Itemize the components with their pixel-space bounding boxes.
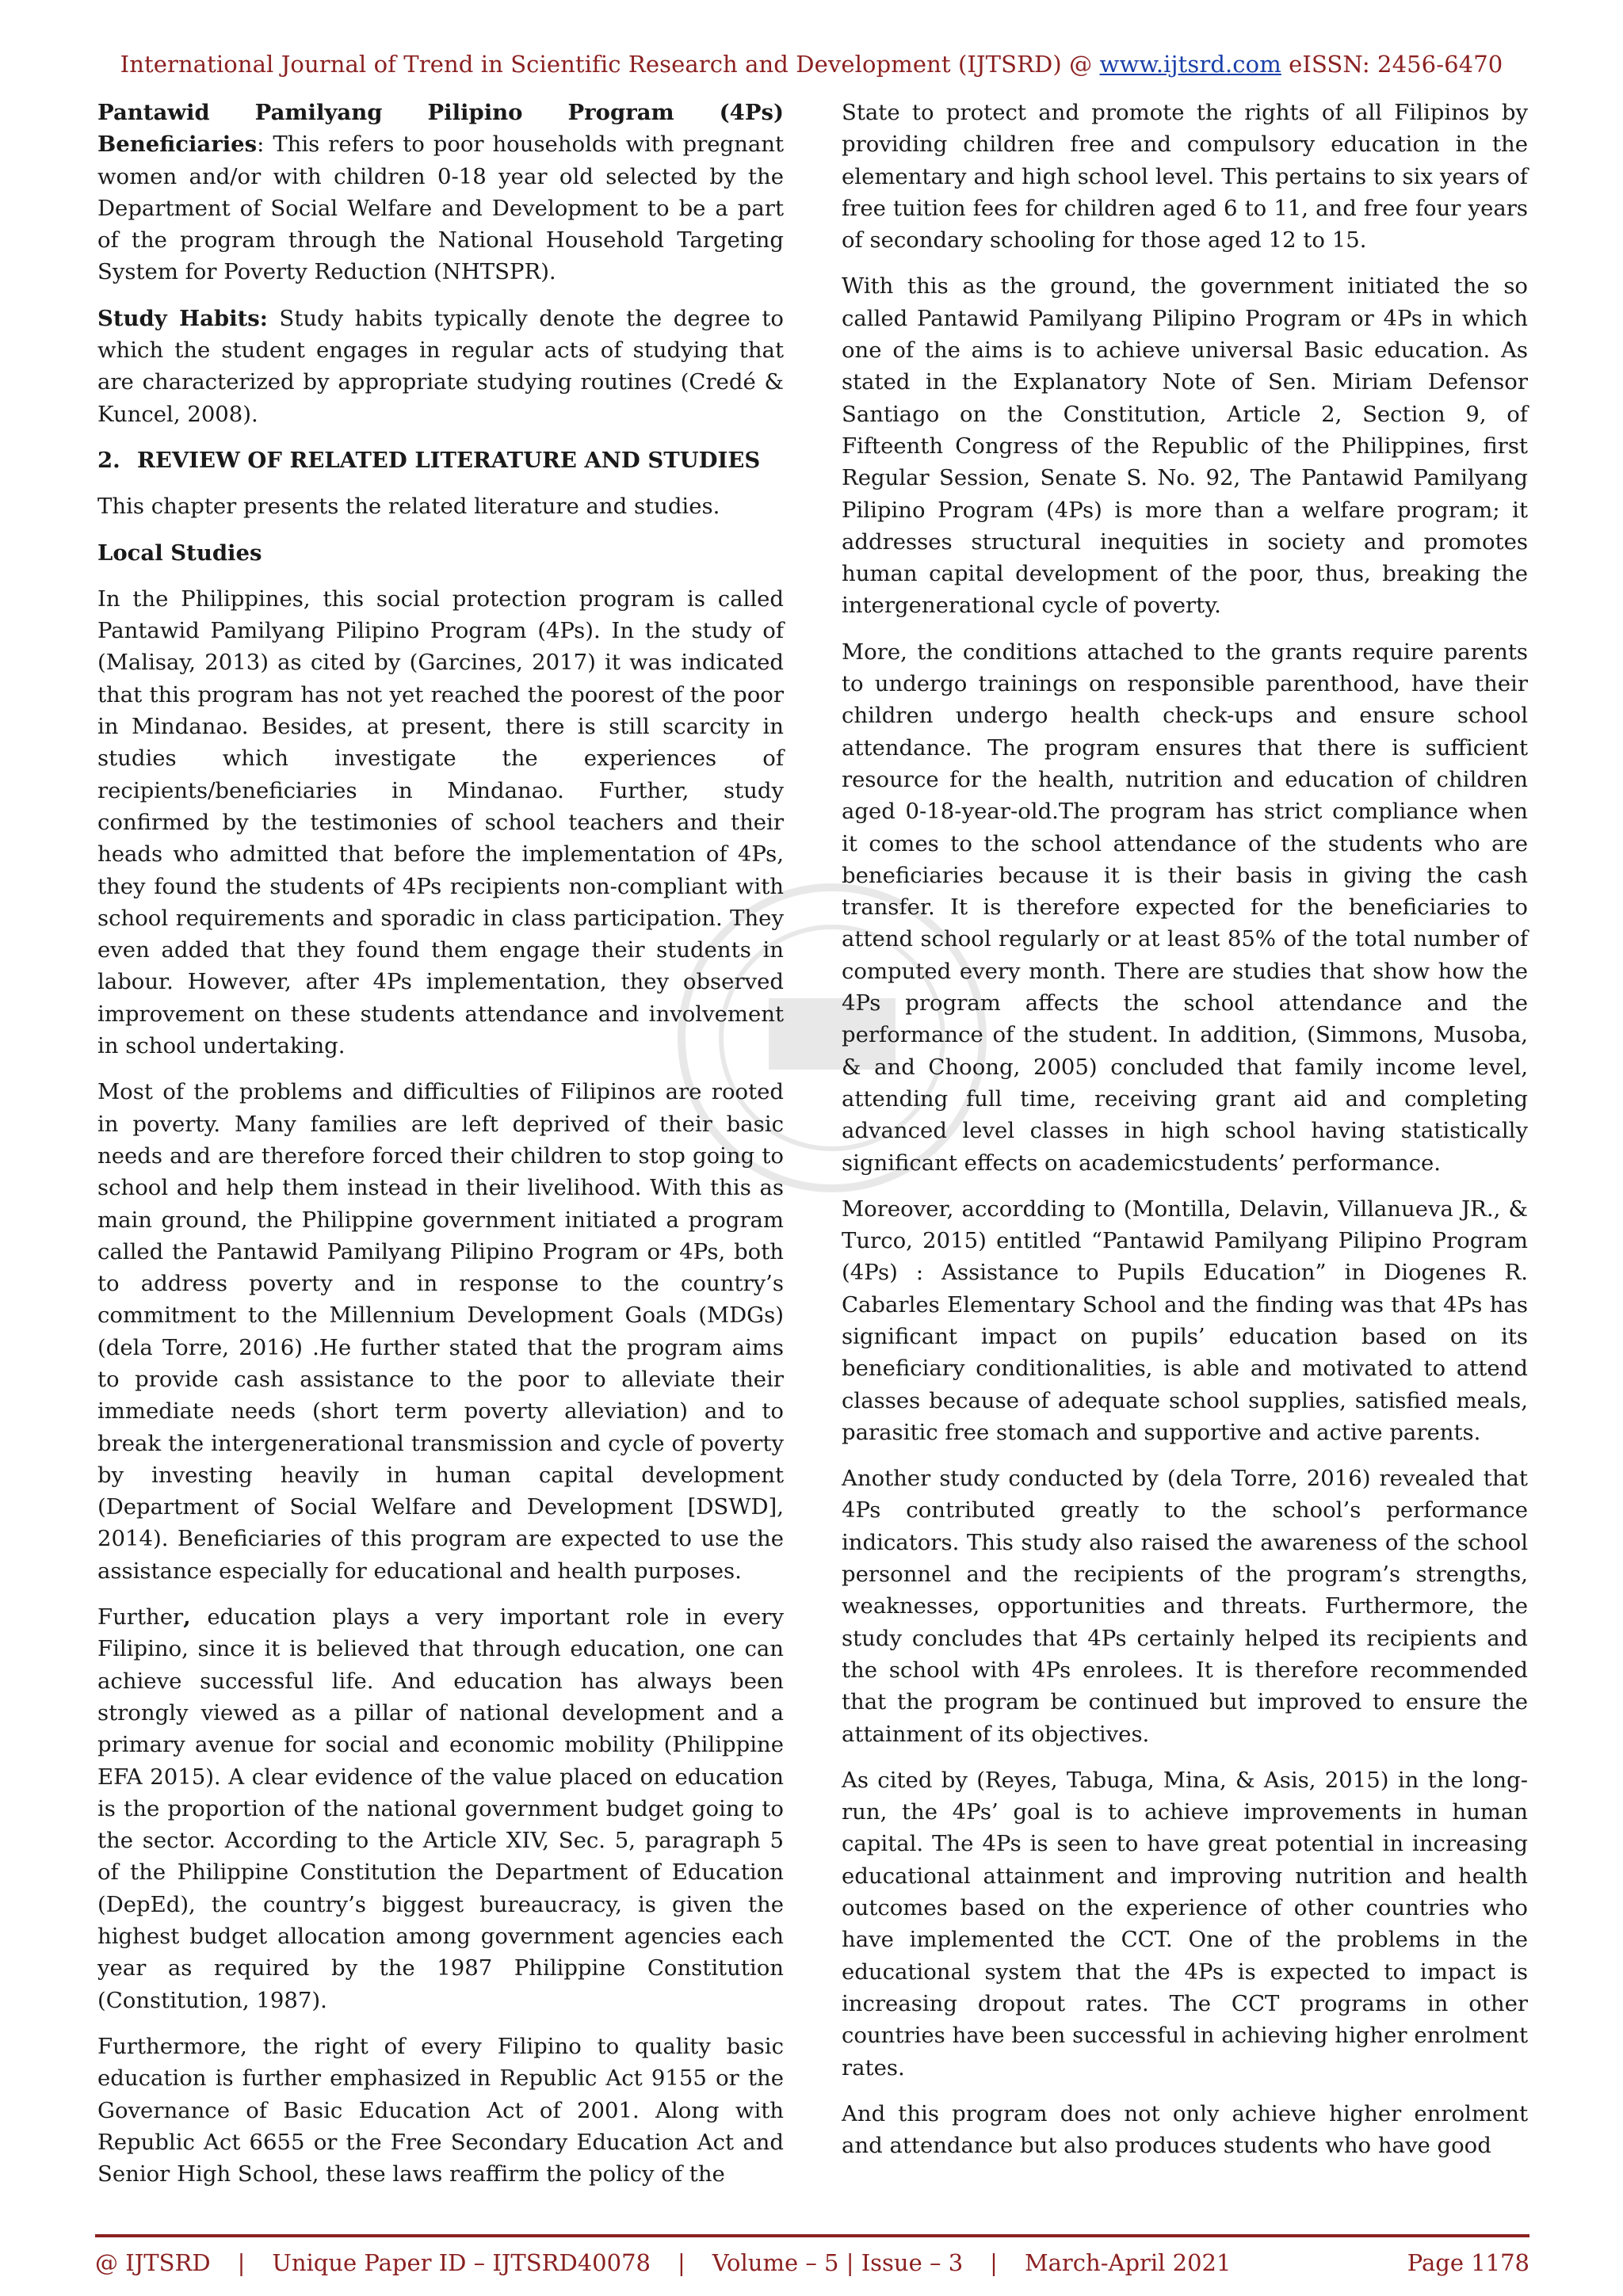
footer-brand: @ IJTSRD [95, 2249, 211, 2276]
paragraph-lead: Further [97, 1604, 184, 1630]
paragraph-text: education plays a very important role in every Filipino, since it is believed that through education, one can achieve successful life. And education has always been strongly viewed as a pillar of national development and a primary avenue for social and economic mobility (Philippine EFA 2015). A clear evidence of the value placed on education is the proportion of the national government budget going to the sector. According to the Article XIV, Sec. 5, paragraph 5 of the Philippine Constitution the Department of Education (DepEd), the country’s biggest bureaucracy, is given the highest budget allocation among government agencies each year as required by the 1987 Philippine Constitution (Constitution, 1987). [97, 1604, 784, 2013]
definition-term: Study Habits: [97, 305, 268, 331]
definition-4ps [97, 97, 784, 288]
paragraph: Another study conducted by (dela Torre, 2016) revealed that 4Ps contributed greatly to the school’s performance indicators. This study also raised the awareness of the school personnel and the recipients of the program’s strengths, weaknesses, opportunities and threats. Furthermore, the study concludes that 4Ps certainly helped its recipients and the school with 4Ps enrolees. It is therefore recommended that the program be continued but improved to ensure the attainment of its objectives. [842, 1466, 1528, 1747]
section-heading [97, 444, 784, 476]
footer-separator: | [677, 2249, 685, 2276]
journal-name: International Journal of Trend in Scientific Research and Development (IJTSRD) @ [120, 51, 1093, 78]
paragraph: Furthermore, the right of every Filipino to quality basic education is further emphasized in Republic Act 9155 or the Governance of Basic Education Act of 2001. Along with Republic Act 6655 or the Free Secondary Education Act and Senior High School, these laws reaffirm the policy of the [97, 2033, 784, 2187]
page-footer [95, 2247, 1529, 2279]
paragraph: With this as the ground, the government initiated the so called Pantawid Pamilyang Pilipino Program or 4Ps in which one of the aims is to achieve universal Basic education. As stated in the Explanatory Note of Sen. Miriam Defensor Santiago on the Constitution, Article 2, Section 9, of Fifteenth Congress of the Republic of the Philippines, first Regular Session, Senate S. No. 92, The Pantawid Pamilyang Pilipino Program (4Ps) is more than a welfare program; it addresses structural inequities in society and promotes human capital development of the poor, thus, breaking the intergenerational cycle of poverty. [842, 273, 1528, 619]
section-title: REVIEW OF RELATED LITERATURE AND STUDIES [137, 447, 761, 473]
footer-separator: | [990, 2249, 998, 2276]
section-number: 2. [97, 447, 120, 473]
paragraph: Most of the problems and difficulties of Filipinos are rooted in poverty. Many families are left deprived of their basic needs and are therefore forced their children to stop going to school and help them instead in their livelihood. With this as main ground, the Philippine government initiated a program called the Pantawid Pamilyang Pilipino Program or 4Ps, both to address poverty and in response to the country’s commitment to the Millennium Development Goals (MDGs) (dela Torre, 2016) .He further stated that the program aims to provide cash assistance to the poor to alleviate their immediate needs (short term poverty alleviation) and to break the intergenerational transmission and cycle of poverty by investing heavily in human capital development (Department of Social Welfare and Development [DSWD], 2014). Beneficiaries of this program are expected to use the assistance especially for educational and health purposes. [97, 1079, 784, 1584]
definition-term: Pantawid Pamilyang Pilipino Program (4Ps) Beneficiaries [97, 100, 784, 158]
issn: eISSN: 2456-6470 [1289, 51, 1503, 78]
paragraph: And this program does not only achieve higher enrolment and attendance but also produces students who have good [842, 2100, 1528, 2159]
footer-date: March-April 2021 [1024, 2249, 1232, 2276]
footer-paper-id: Unique Paper ID – IJTSRD40078 [272, 2249, 651, 2276]
footer-volume: Volume – 5 | Issue – 3 [712, 2249, 964, 2276]
subsection-heading: Local Studies [97, 540, 262, 566]
footer-divider [95, 2234, 1529, 2237]
journal-url-link[interactable]: www.ijtsrd.com [1099, 51, 1281, 78]
running-header [0, 51, 1623, 78]
paragraph: More, the conditions attached to the grants require parents to undergo trainings on responsible parenthood, have their children undergo health check-ups and ensure school attendance. The program ensures that there is sufficient resource for the health, nutrition and education of children aged 0-18-year-old.The program has strict compliance when it comes to the school attendance of the students who are beneficiaries because it is their basis in giving the cash transfer. It is therefore expected for the beneficiaries to attend school regularly or at least 85% of the total number of computed every month. There are studies that show how the 4Ps program affects the school attendance and the performance of the student. In addition, (Simmons, Musoba, & and Choong, 2005) concluded that family income level, attending full time, receiving grant aid and completing advanced level classes in high school having statistically significant effects on academicstudents’ performance. [842, 639, 1528, 1176]
bold-comma: , [183, 1604, 191, 1630]
right-column [842, 97, 1528, 2161]
definition-text: Study habits typically denote the degree to which the student engages in regular acts of studying that are characterized by appropriate studying routines (Credé & Kuncel, 2008). [97, 305, 784, 427]
paragraph [97, 1601, 784, 2016]
footer-page-number: Page 1178 [1407, 2249, 1529, 2276]
section-intro: This chapter presents the related literature and studies. [97, 494, 720, 520]
paragraph: In the Philippines, this social protection program is called Pantawid Pamilyang Pilipino Program (4Ps). In the study of (Malisay, 2013) as cited by (Garcines, 2017) it was indicated that this program has not yet reached the poorest of the poor in Mindanao. Besides, at present, there is still scarcity in studies which investigate the experiences of recipients/beneficiaries in Mindanao. Further, study confirmed by the testimonies of school teachers and their heads who admitted that before the implementation of 4Ps, they found the students of 4Ps recipients non-compliant with school requirements and sporadic in class participation. They even added that they found them engage their students in labour. However, after 4Ps implementation, they observed improvement on these students attendance and involvement in school undertaking. [97, 585, 784, 1059]
paragraph: State to protect and promote the rights of all Filipinos by providing children free and compulsory education in the elementary and high school level. This pertains to six years of free tuition fees for children aged 6 to 11, and free four years of secondary schooling for those aged 12 to 15. [842, 100, 1528, 254]
paragraph: Moreover, accordding to (Montilla, Delavin, Villanueva JR., & Turco, 2015) entitled “Pantawid Pamilyang Pilipino Program (4Ps) : Assistance to Pupils Education” in Diogenes R. Cabarles Elementary School and the finding was that 4Ps has significant impact on pupils’ education based on its beneficiary conditionalities, is able and motivated to attend classes because of adequate school supplies, satisfied meals, parasitic free stomach and supportive and active parents. [842, 1196, 1528, 1445]
footer-separator: | [237, 2249, 246, 2276]
definition-study-habits [97, 303, 784, 430]
definition-text: : This refers to poor households with pregnant women and/or with children 0-18 year old selected by the Department of Social Welfare and Development to be a part of the program through the National Household Targeting System for Poverty Reduction (NHTSPR). [97, 132, 784, 285]
paragraph: As cited by (Reyes, Tabuga, Mina, & Asis, 2015) in the long-run, the 4Ps’ goal is to achieve improvements in human capital. The 4Ps is seen to have great potential in increasing educational attainment and improving nutrition and health outcomes based on the experience of other countries who have implemented the CCT. One of the problems in the educational system that the 4Ps is expected to impact is increasing dropout rates. The CCT programs in other countries have been successful in achieving higher enrolment rates. [842, 1767, 1528, 2081]
left-column [97, 97, 784, 2190]
